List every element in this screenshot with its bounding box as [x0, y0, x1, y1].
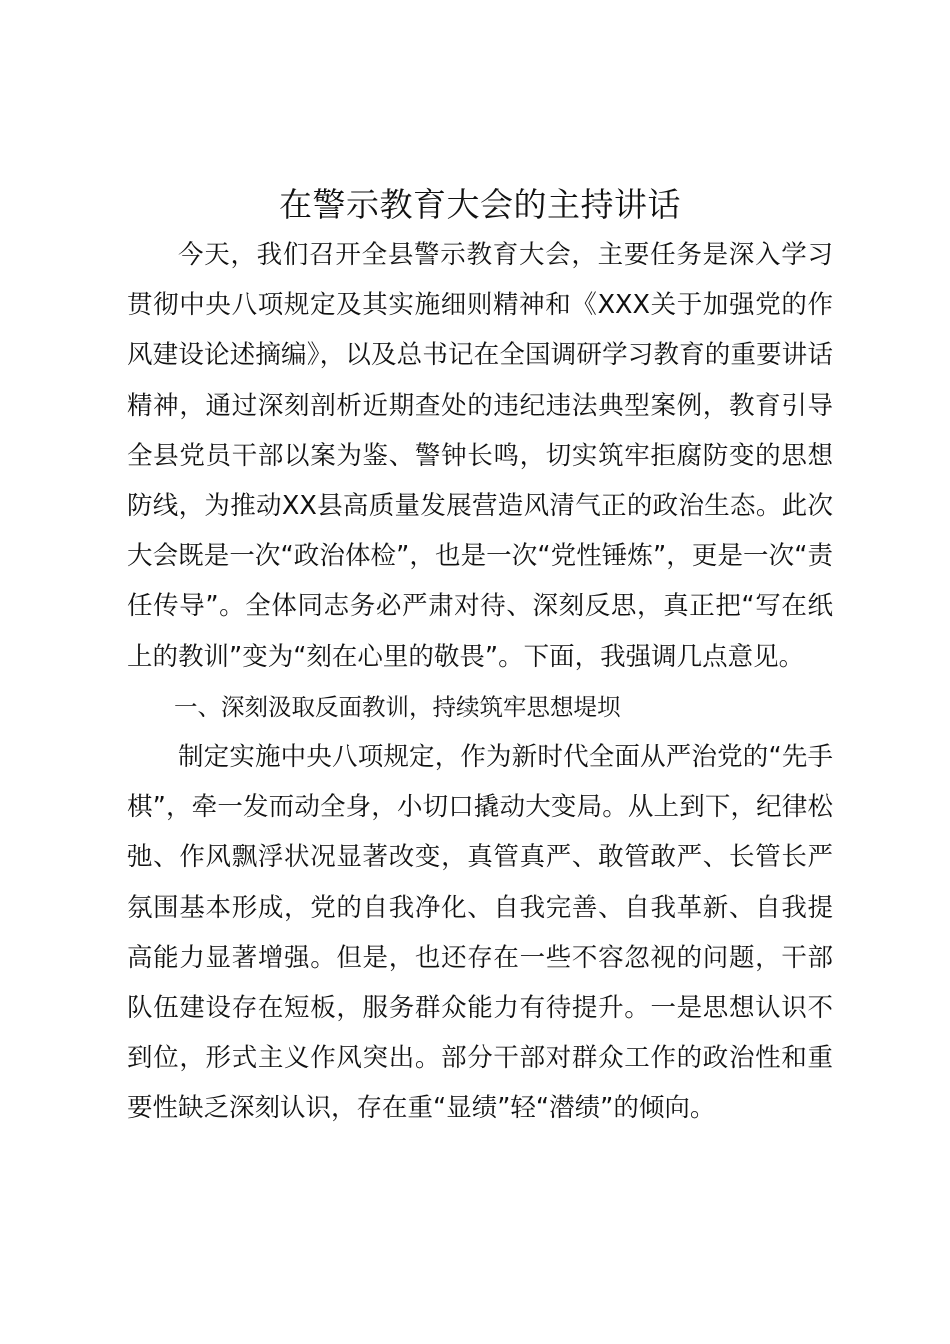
document-body [127, 180, 833, 1134]
opening-paragraph: 今天，我们召开全县警示教育大会，主要任务是深入学习贯彻中央八项规定及其实施细则精神和《XXX关于加强党的作风建设论述摘编》，以及总书记在全国调研学习教育的重要讲话精神，通过深刻剖析近期查处的违纪违法典型案例，教育引导全县党员干部以案为鉴、警钟长鸣，切实筑牢拒腐防变的思想防线，为推动XX县高质量发展营造风清气正的政治生态。此次大会既是一次“政治体检”，也是一次“党性锤炼”，更是一次“责任传导”。全体同志务必严肃对待、深刻反思，真正把“写在纸上的教训”变为“刻在心里的敬畏”。下面，我强调几点意见。 [127, 240, 833, 672]
section-paragraph: 制定实施中央八项规定，作为新时代全面从严治党的“先手棋”，牵一发而动全身，小切口撬动大变局。从上到下，纪律松弛、作风飘浮状况显著改变，真管真严、敢管敢严、长管长严氛围基本形成，党的自我净化、自我完善、自我革新、自我提高能力显著增强。但是，也还存在一些不容忽视的问题，干部队伍建设存在短板，服务群众能力有待提升。一是思想认识不到位，形式主义作风突出。部分干部对群众工作的政治性和重要性缺乏深刻认识，存在重“显绩”轻“潜绩”的倾向。 [127, 742, 833, 1124]
section-heading: 一、深刻汲取反面教训，持续筑牢思想堤坝 [174, 692, 621, 721]
document-title: 在警示教育大会的主持讲话 [279, 185, 681, 224]
